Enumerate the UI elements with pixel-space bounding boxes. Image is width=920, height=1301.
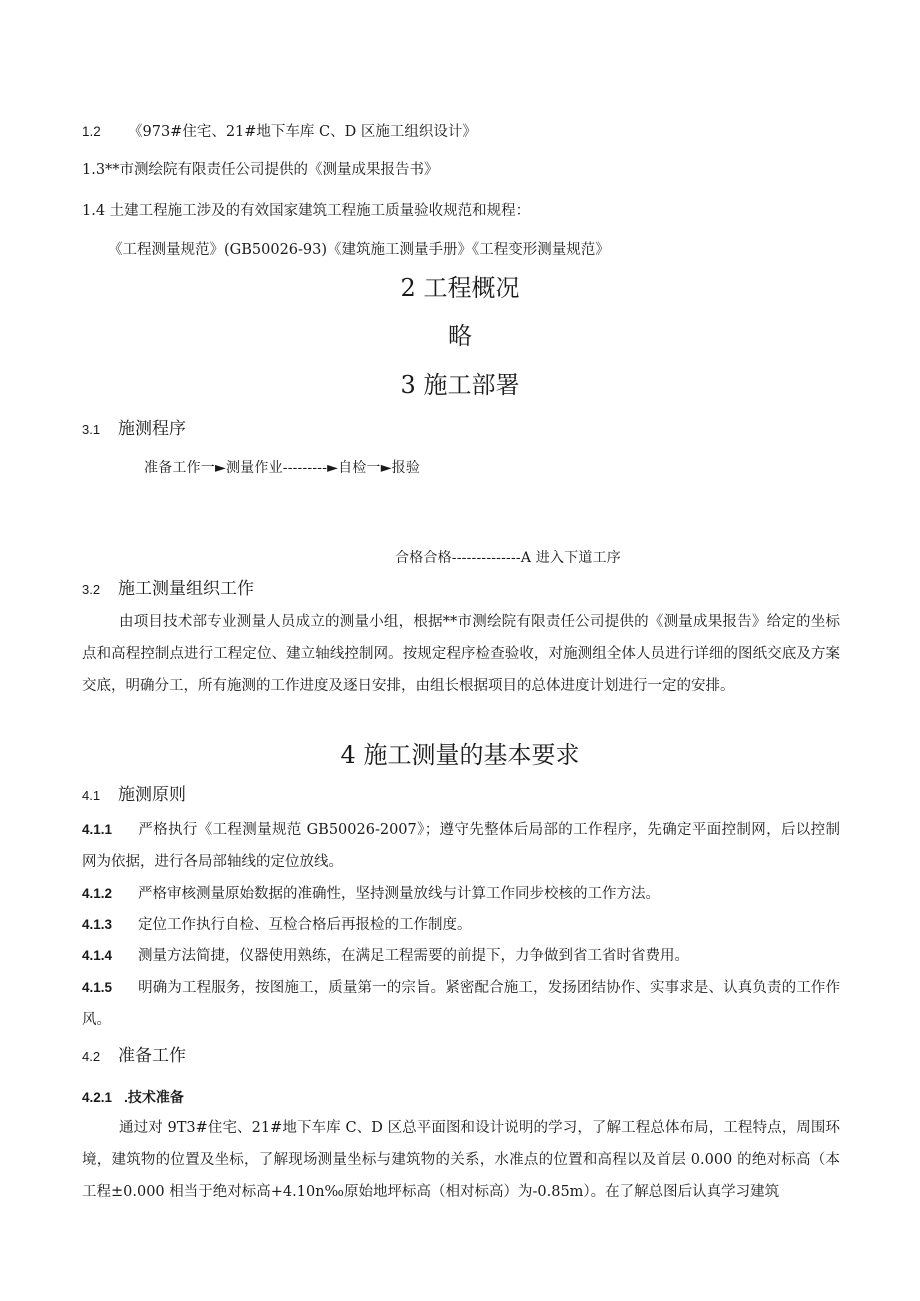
subsection-4-2-1-title: .技术准备 bbox=[124, 1089, 184, 1105]
subsection-4-2-number: 4.2 bbox=[82, 1049, 101, 1064]
principle-number: 4.1.2 bbox=[82, 886, 113, 901]
principle-4-1-4 bbox=[82, 940, 840, 972]
section-2-title: 2 工程概况 bbox=[400, 274, 520, 302]
subsection-4-2-1-body: 通过对 9T3#住宅、21#地下车库 C、D 区总平面图和设计说明的学习，了解工程总体布局，工程特点，周围环境，建筑物的位置及坐标，了解现场测量坐标与建筑物的关系，水准点的位置和高程以及首层 0.000 的绝对标高（本工程±0.000 相当于绝对标高+4.10n‰原始地坪标高（相对标高）为-0.85m）。在了解总图后认真学习建筑 bbox=[82, 1120, 840, 1200]
principle-number: 4.1.3 bbox=[82, 917, 113, 932]
principle-4-1-3 bbox=[82, 909, 840, 941]
principle-4-1-1 bbox=[82, 814, 840, 878]
subsection-4-2 bbox=[82, 1045, 186, 1068]
subsection-3-1 bbox=[82, 418, 186, 441]
procedure-flow-line-1: 准备工作一►测量作业---------►自检一►报验 bbox=[144, 460, 421, 476]
ref-1-2-number: 1.2 bbox=[82, 124, 101, 139]
subsection-4-2-title: 准备工作 bbox=[118, 1046, 186, 1066]
subsection-4-1-title: 施测原则 bbox=[118, 785, 186, 805]
section-4-title: 4 施工测量的基本要求 bbox=[340, 741, 580, 769]
subsection-4-2-1 bbox=[82, 1087, 184, 1108]
principle-text: 测量方法简捷，仪器使用熟练，在满足工程需要的前提下，力争做到省工省时省费用。 bbox=[138, 948, 689, 964]
section-2-body: 略 bbox=[448, 322, 472, 350]
ref-1-2-text: 《973#住宅、21#地下车库 C、D 区施工组织设计》 bbox=[128, 124, 477, 140]
subsection-3-2-number: 3.2 bbox=[82, 582, 101, 597]
subsection-3-2-title: 施工测量组织工作 bbox=[118, 579, 254, 599]
ref-1-4: 1.4 土建工程施工涉及的有效国家建筑工程施工质量验收规范和规程： bbox=[82, 203, 531, 219]
principle-text: 严格执行《工程测量规范 GB50026-2007》；遵守先整体后局部的工作程序，先确定平面控制网，后以控制网为依据，进行各局部轴线的定位放线。 bbox=[82, 822, 840, 870]
ref-1-2 bbox=[82, 122, 477, 142]
principle-number: 4.1.1 bbox=[82, 822, 113, 837]
principle-4-1-2 bbox=[82, 878, 840, 910]
subsection-4-1 bbox=[82, 784, 186, 807]
subsection-4-1-number: 4.1 bbox=[82, 788, 101, 803]
ref-1-3: 1.3**市测绘院有限责任公司提供的《测量成果报告书》 bbox=[82, 162, 439, 178]
procedure-flow-line-2: 合格合格--------------A 进入下道工序 bbox=[395, 550, 621, 566]
principle-text: 严格审核测量原始数据的准确性，坚持测量放线与计算工作同步校核的工作方法。 bbox=[138, 886, 660, 902]
principle-4-1-5 bbox=[82, 972, 840, 1036]
principle-text: 定位工作执行自检、互检合格后再报检的工作制度。 bbox=[138, 917, 472, 933]
subsection-3-2 bbox=[82, 578, 254, 601]
subsection-4-2-1-number: 4.2.1 bbox=[82, 1090, 113, 1105]
principle-number: 4.1.5 bbox=[82, 980, 113, 995]
subsection-3-1-title: 施测程序 bbox=[118, 419, 186, 439]
principle-number: 4.1.4 bbox=[82, 948, 113, 963]
section-3-title: 3 施工部署 bbox=[400, 371, 520, 399]
principle-text: 明确为工程服务，按图施工，质量第一的宗旨。紧密配合施工，发扬团结协作、实事求是、认真负责的工作作风。 bbox=[82, 980, 840, 1028]
subsection-3-1-number: 3.1 bbox=[82, 422, 101, 437]
subsection-3-2-body: 由项目技术部专业测量人员成立的测量小组，根据**市测绘院有限责任公司提供的《测量成果报告》给定的坐标点和高程控制点进行工程定位、建立轴线控制网。按规定程序检查验收，对施测组全体人员进行详细的图纸交底及方案交底，明确分工，所有施测的工作进度及逐日安排，由组长根据项目的总体进度计划进行一定的安排。 bbox=[82, 614, 840, 694]
ref-1-4-standards: 《工程测量规范》(GB50026-93)《建筑施工测量手册》《工程变形测量规范》 bbox=[108, 242, 610, 258]
